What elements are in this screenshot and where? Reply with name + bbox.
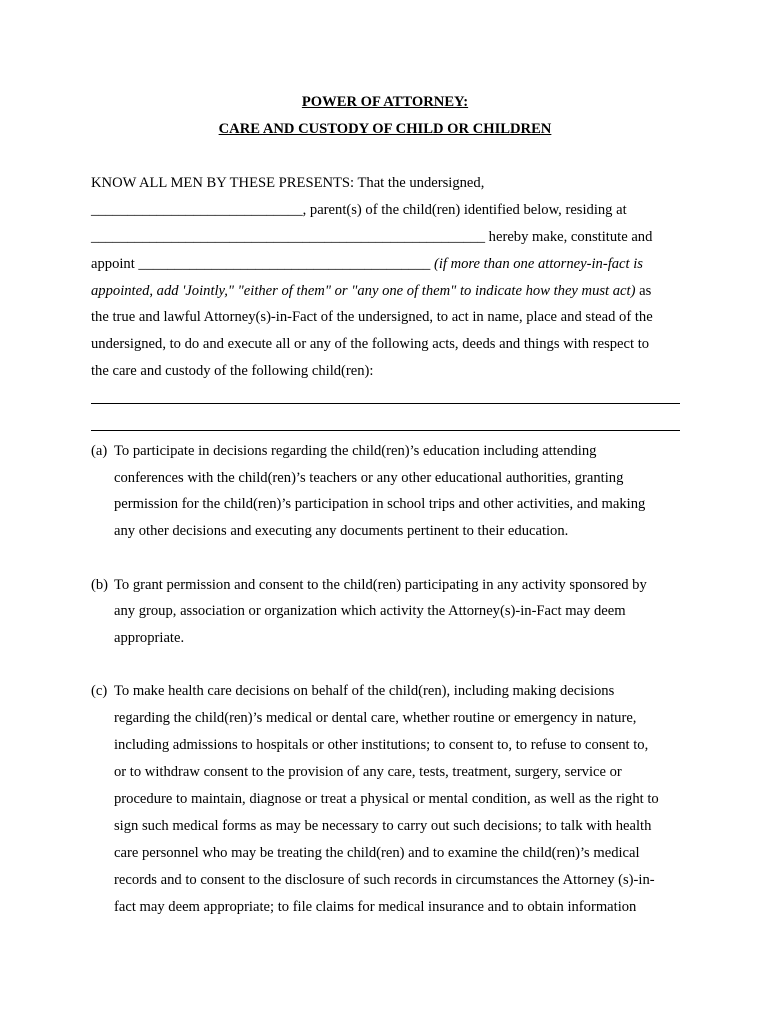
item-a-line-3: permission for the child(ren)’s participation in school trips and other activities, and making: [114, 496, 646, 512]
intro-line-8: the care and custody of the following child(ren):: [91, 363, 374, 379]
item-b-label: (b): [91, 577, 109, 593]
item-c-line-9: fact may deem appropriate; to file claims for medical insurance and to obtain information: [114, 899, 637, 915]
item-c-line-3: including admissions to hospitals or other institutions; to consent to, to refuse to consent to,: [114, 737, 649, 753]
child-name-blank-2[interactable]: [91, 430, 680, 431]
document-title: POWER OF ATTORNEY:: [301, 94, 469, 110]
item-a-line-1: To participate in decisions regarding the child(ren)’s education including attending: [114, 443, 597, 459]
intro-line-7: undersigned, to do and execute all or any of the following acts, deeds and things with respect to: [91, 336, 650, 352]
item-c-label: (c): [91, 683, 108, 699]
item-c-line-4: or to withdraw consent to the provision of any care, tests, treatment, surgery, service or: [114, 764, 622, 780]
item-c-line-5: procedure to maintain, diagnose or treat a physical or mental condition, as well as the right to: [114, 791, 659, 807]
item-b-line-1: To grant permission and consent to the child(ren) participating in any activity sponsored by: [114, 577, 647, 593]
intro-line-6: the true and lawful Attorney(s)-in-Fact of the undersigned, to act in name, place and stead of the: [91, 309, 653, 325]
item-a-line-4: any other decisions and executing any documents pertinent to their education.: [114, 523, 569, 539]
intro-line-5-italic: appointed, add 'Jointly," "either of them" or "any one of them" to indicate how they must act): [91, 283, 636, 299]
intro-line-3: ______________________________________________________ hereby make, constitute and: [91, 229, 653, 245]
item-b-line-3: appropriate.: [114, 630, 185, 646]
intro-line-5: [91, 283, 651, 300]
item-a-line-2: conferences with the child(ren)’s teachers or any other educational authorities, granting: [114, 470, 624, 486]
child-name-blank-1[interactable]: [91, 403, 680, 404]
intro-line-4: [91, 256, 643, 273]
item-c-line-7: care personnel who may be treating the child(ren) and to examine the child(ren)’s medical: [114, 845, 640, 861]
item-c-line-6: sign such medical forms as may be necessary to carry out such decisions; to talk with health: [114, 818, 652, 834]
intro-line-1: KNOW ALL MEN BY THESE PRESENTS: That the undersigned,: [91, 175, 485, 191]
document-subtitle: CARE AND CUSTODY OF CHILD OR CHILDREN: [218, 121, 552, 137]
intro-line-5-text: as: [635, 283, 652, 299]
item-c-line-2: regarding the child(ren)’s medical or dental care, whether routine or emergency in nature,: [114, 710, 637, 726]
intro-line-2: _____________________________, parent(s) of the child(ren) identified below, residing at: [91, 202, 627, 218]
item-b-line-2: any group, association or organization which activity the Attorney(s)-in-Fact may deem: [114, 603, 626, 619]
item-a-label: (a): [91, 443, 108, 459]
item-c-line-8: records and to consent to the disclosure of such records in circumstances the Attorney (s)-in-: [114, 872, 655, 888]
intro-line-4-text: appoint ________________________________________: [91, 256, 434, 272]
intro-line-4-italic: (if more than one attorney-in-fact is: [433, 256, 643, 272]
item-c-line-1: To make health care decisions on behalf of the child(ren), including making decisions: [114, 683, 615, 699]
